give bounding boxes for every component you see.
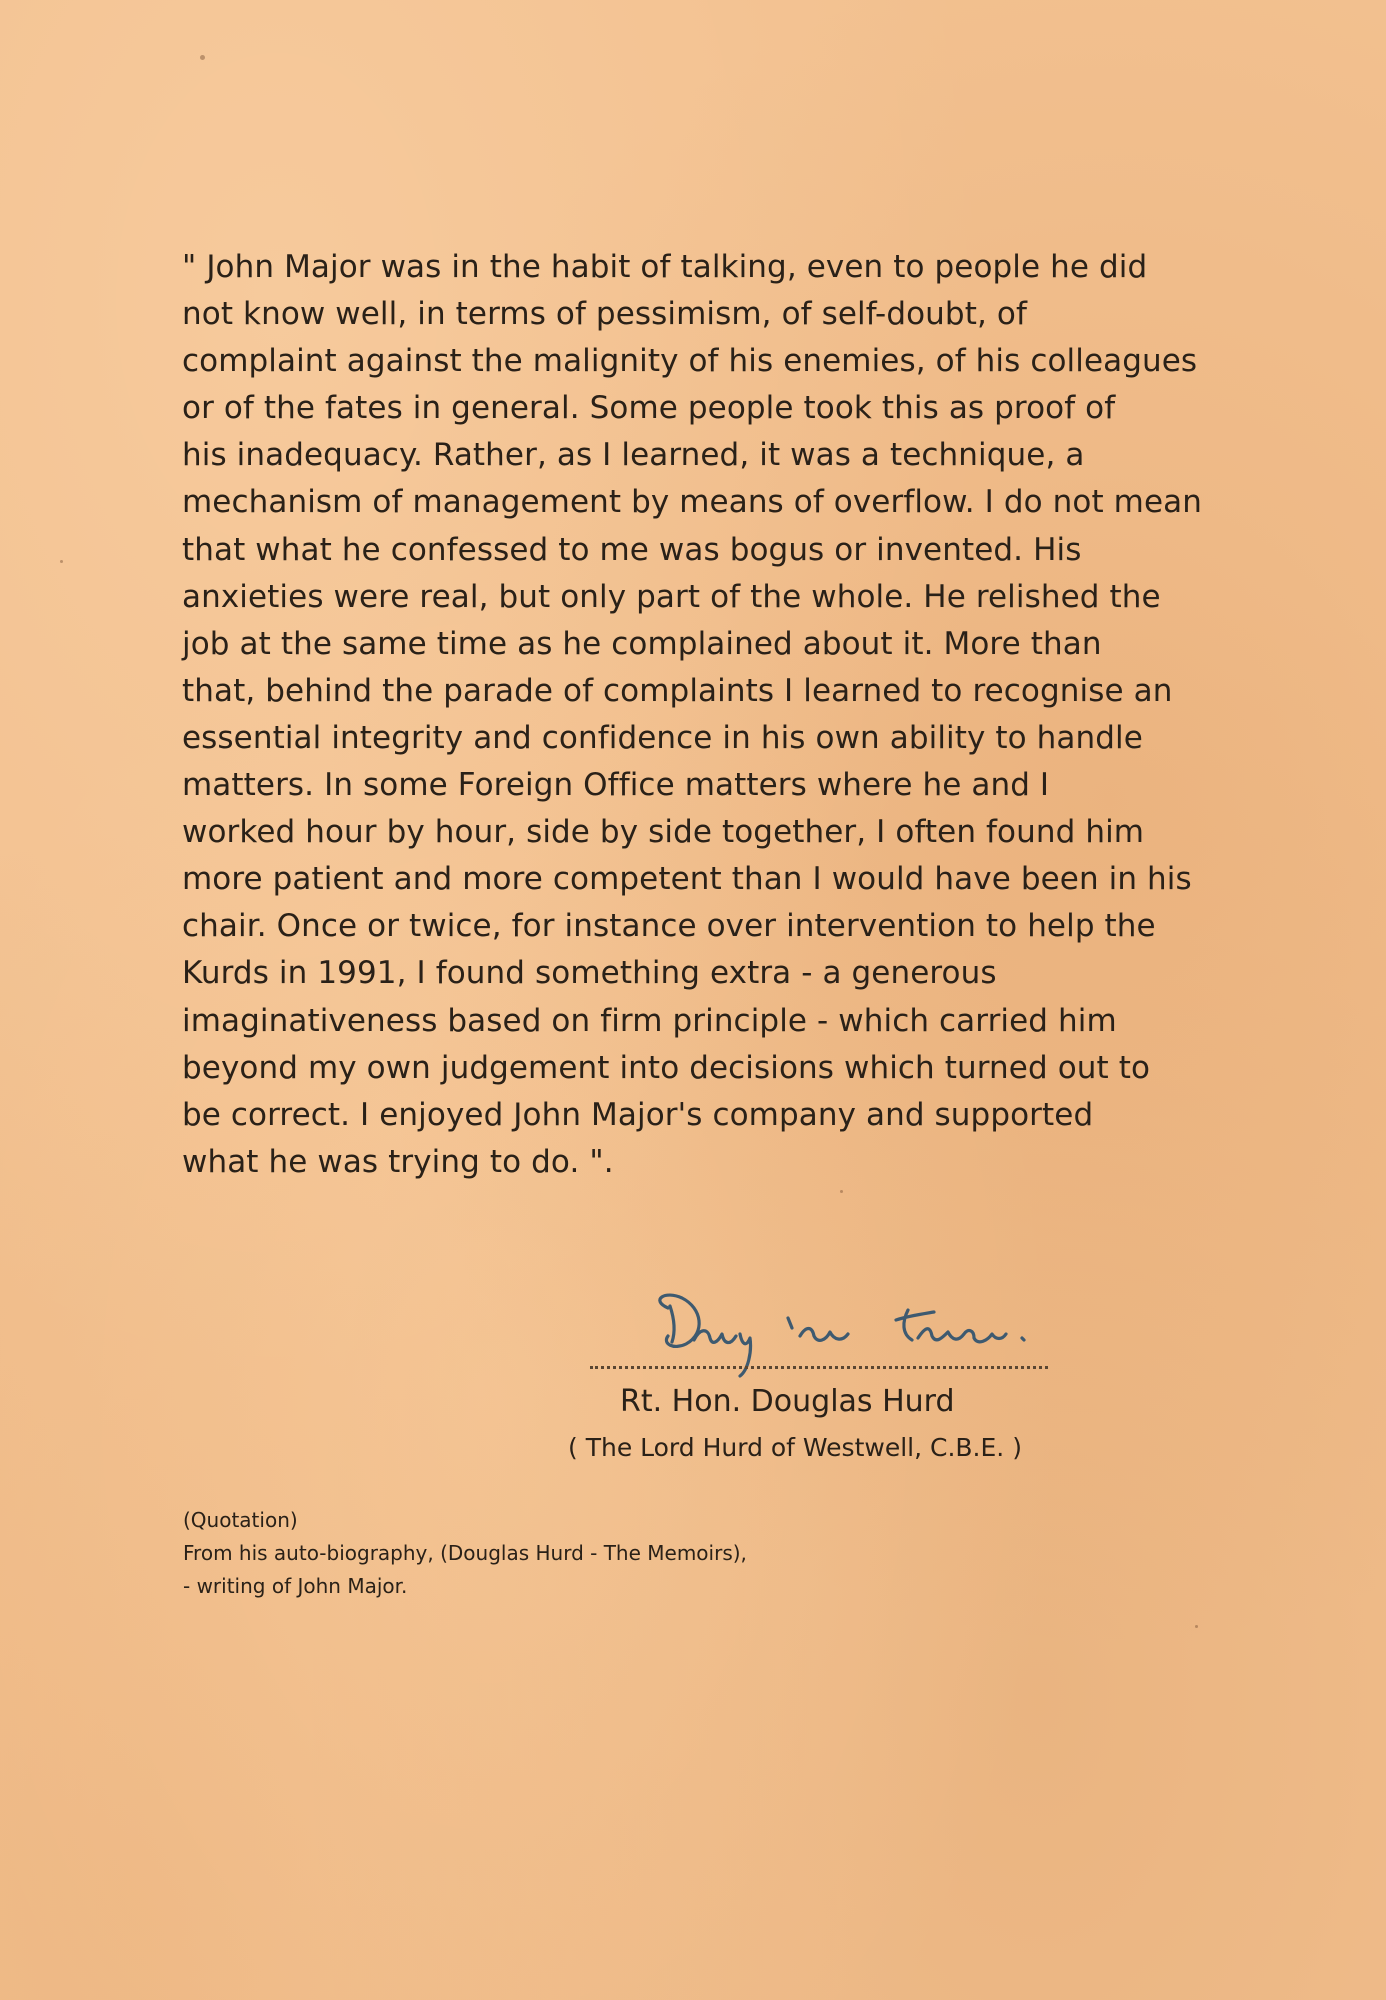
handwritten-signature: [590, 1278, 1060, 1378]
source-note: [183, 1504, 747, 1603]
source-note-line: - writing of John Major.: [183, 1574, 408, 1598]
quotation-line: job at the same time as he complained about it. More than: [182, 625, 1102, 662]
paper-speck: [60, 560, 63, 563]
quotation-line: imaginativeness based on firm principle - which carried him: [182, 1002, 1117, 1039]
source-note-line: From his auto-biography, (Douglas Hurd - The Memoirs),: [183, 1541, 747, 1565]
quotation-line: anxieties were real, but only part of the whole. He relished the: [182, 578, 1161, 615]
quotation-line: worked hour by hour, side by side together, I often found him: [182, 814, 1145, 851]
quotation-line: chair. Once or twice, for instance over intervention to help the: [182, 908, 1156, 945]
quotation-line: more patient and more competent than I would have been in his: [182, 861, 1192, 898]
quotation-line: be correct. I enjoyed John Major's company and supported: [182, 1096, 1094, 1133]
quotation-line: not know well, in terms of pessimism, of self-doubt, of: [182, 296, 1027, 333]
signature-dotted-line: [590, 1366, 1048, 1369]
quotation-body: [182, 244, 1212, 1186]
quotation-line: beyond my own judgement into decisions which turned out to: [182, 1049, 1151, 1086]
quotation-line: matters. In some Foreign Office matters where he and I: [182, 767, 1050, 804]
signatory-name: Rt. Hon. Douglas Hurd: [620, 1384, 955, 1419]
paper-speck: [200, 55, 205, 60]
quotation-line: Kurds in 1991, I found something extra - a generous: [182, 955, 997, 992]
quotation-line: " John Major was in the habit of talking, even to people he did: [182, 249, 1148, 285]
quotation-line: that, behind the parade of complaints I learned to recognise an: [182, 672, 1173, 709]
paper-speck: [1195, 1625, 1198, 1628]
quotation-line: or of the fates in general. Some people took this as proof of: [182, 390, 1116, 427]
signatory-title: ( The Lord Hurd of Westwell, C.B.E. ): [568, 1433, 1022, 1462]
quotation-line: complaint against the malignity of his enemies, of his colleagues: [182, 343, 1198, 380]
source-note-line: (Quotation): [183, 1508, 298, 1532]
quotation-line: essential integrity and confidence in his own ability to handle: [182, 719, 1143, 756]
paper-speck: [840, 1190, 843, 1193]
quotation-line: what he was trying to do. ".: [182, 1143, 614, 1180]
quotation-line: that what he confessed to me was bogus or invented. His: [182, 531, 1082, 568]
quotation-line: his inadequacy. Rather, as I learned, it was a technique, a: [182, 437, 1085, 474]
quotation-line: mechanism of management by means of overflow. I do not mean: [182, 484, 1202, 521]
